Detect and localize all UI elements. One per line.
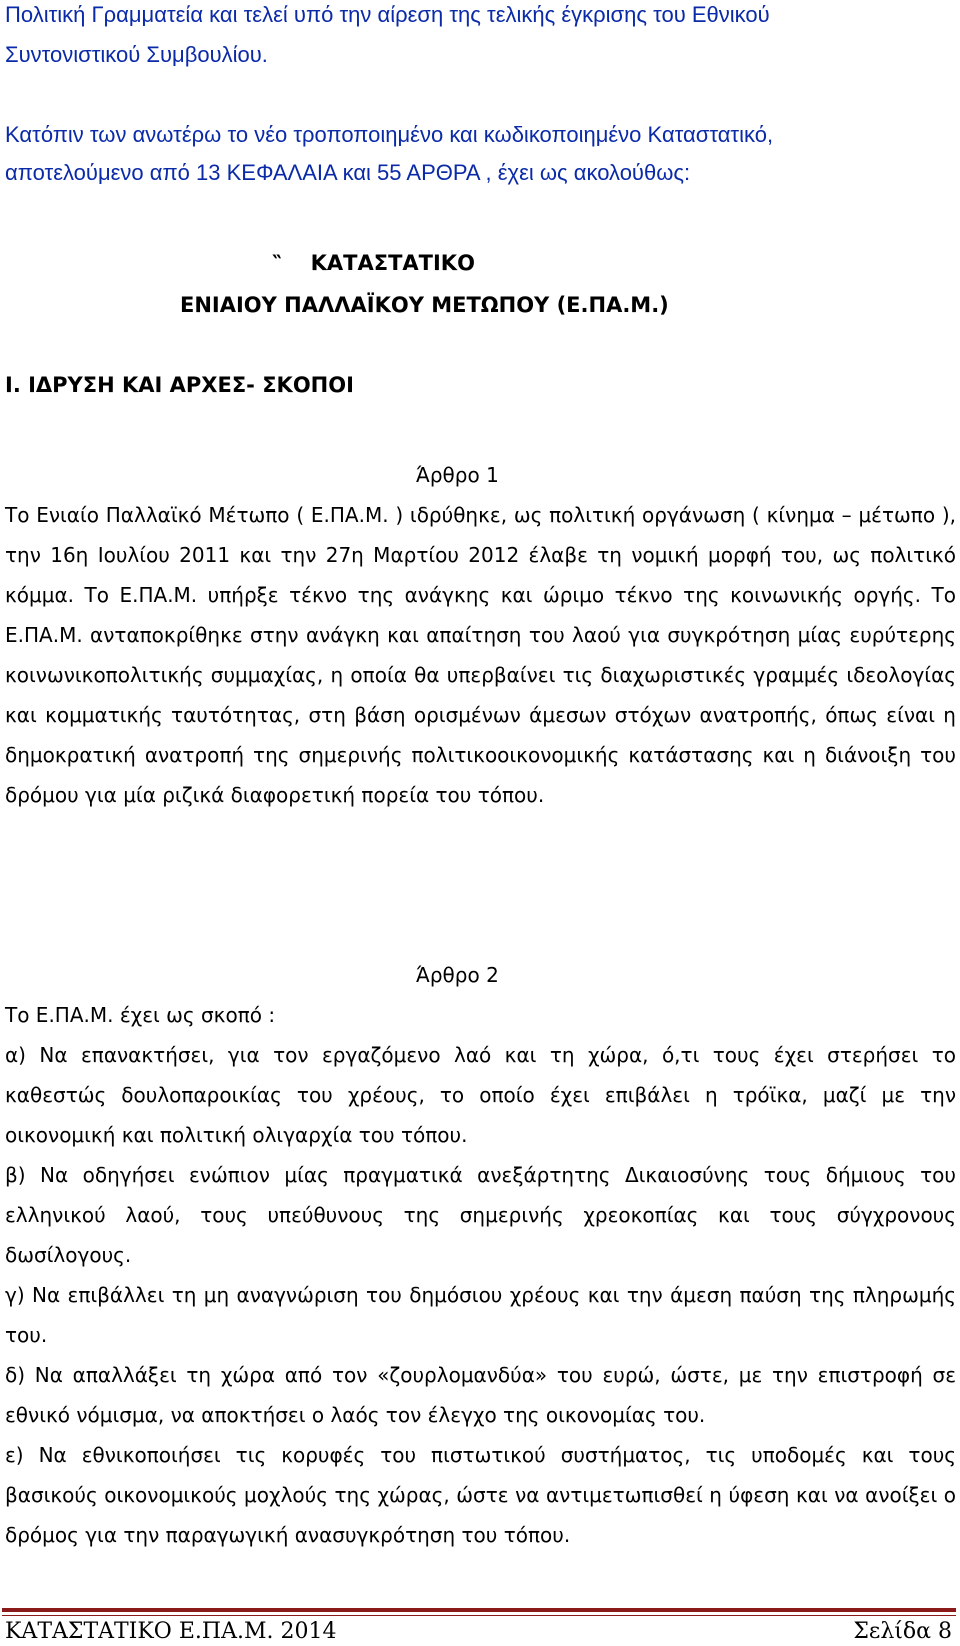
section-heading: Ι. ΙΔΡΥΣΗ ΚΑΙ ΑΡΧΕΣ- ΣΚΟΠΟΙ	[5, 373, 354, 397]
footer-document-title: ΚΑΤΑΣΤΑΤΙΚΟ Ε.ΠΑ.Μ. 2014	[5, 1619, 337, 1644]
footer-page-number: Σελίδα 8	[853, 1619, 952, 1644]
opening-quote-mark: ‶	[272, 251, 282, 275]
article-2-item-a: α) Να επανακτήσει, για τον εργαζόμενο λαό και τη χώρα, ό,τι τους έχει στερήσει το καθεστώς δουλοπαροικίας του χρέους, το οποίο έχει επιβάλει η τρόϊκα, μαζί με την οικονομική και πολιτική ολιγαρχία του τόπου.	[5, 1043, 956, 1147]
intro-line-4: αποτελούμενο από 13 ΚΕΦΑΛΑΙΑ και 55 ΑΡΘΡΑ , έχει ως ακολούθως:	[5, 160, 691, 185]
article-2-item-d: δ) Να απαλλάξει τη χώρα από τον «ζουρλομανδύα» του ευρώ, ώστε, με την επιστροφή σε εθνικό νόμισμα, να αποκτήσει ο λαός τον έλεγχο της οικονομίας του.	[5, 1363, 956, 1427]
document-title-line-2: ΕΝΙΑΙΟΥ ΠΑΛΛΑΪΚΟΥ ΜΕΤΩΠΟΥ (Ε.ΠΑ.Μ.)	[180, 293, 669, 317]
article-2-item-e: ε) Να εθνικοποιήσει τις κορυφές του πιστωτικού συστήματος, τις υποδομές και τους βασικούς οικονομικούς μοχλούς της χώρας, ώστε να αντιμετωπισθεί η ύφεση και να ανοίξει ο δρόμος για την παραγωγική ανασυγκρότηση του τόπου.	[5, 1443, 956, 1547]
intro-line-1: Πολιτική Γραμματεία και τελεί υπό την αίρεση της τελικής έγκρισης του Εθνικού	[5, 2, 770, 27]
article-2-item-c: γ) Να επιβάλλει τη μη αναγνώριση του δημόσιου χρέους και την άμεση παύση της πληρωμής του.	[5, 1283, 956, 1347]
article-2-item-b: β) Να οδηγήσει ενώπιον μίας πραγματικά ανεξάρτητης Δικαιοσύνης τους δήμιους του ελληνικού λαού, τους υπεύθυνους της σημερινής χρεοκοπίας και τους σύγχρονους δωσίλογους.	[5, 1163, 956, 1267]
intro-line-3: Κατόπιν των ανωτέρω το νέο τροποποιημένο και κωδικοποιημένο Καταστατικό,	[5, 122, 774, 147]
article-1-heading: Άρθρο 1	[416, 463, 499, 487]
document-title	[272, 248, 475, 278]
footer-rule-thin	[2, 1615, 956, 1616]
article-2-heading: Άρθρο 2	[416, 963, 499, 987]
intro-line-2: Συντονιστικού Συμβουλίου.	[5, 42, 268, 67]
article-1-text: Το Ενιαίο Παλλαϊκό Μέτωπο ( Ε.ΠΑ.Μ. ) ιδρύθηκε, ως πολιτική οργάνωση ( κίνημα – μέτωπο ), την 16η Ιουλίου 2011 και την 27η Μαρτίου 2012 έλαβε τη νομική μορφή του, ως πολιτικό κόμμα. Το Ε.ΠΑ.Μ. υπήρξε τέκνο της ανάγκης και ώριμο τέκνο της κοινωνικής οργής. Το Ε.ΠΑ.Μ. ανταποκρίθηκε στην ανάγκη και απαίτηση του λαού για συγκρότηση μίας ευρύτερης κοινωνικοπολιτικής συμμαχίας, η οποία θα υπερβαίνει τις διαχωριστικές γραμμές ιδεολογίας και κομματικής ταυτότητας, στη βάση ορισμένων άμεσων στόχων ανατροπής, όπως είναι η δημοκρατική ανατροπή της σημερινής πολιτικοοικονομικής κατάστασης και η διάνοιξη του δρόμου για μία ριζικά διαφορετική πορεία του τόπου.	[5, 503, 956, 807]
article-2-intro: Το Ε.ΠΑ.Μ. έχει ως σκοπό :	[5, 1003, 276, 1027]
document-title-line-1: ΚΑΤΑΣΤΑΤΙΚΟ	[310, 251, 475, 275]
footer-rule-thick	[2, 1608, 956, 1612]
